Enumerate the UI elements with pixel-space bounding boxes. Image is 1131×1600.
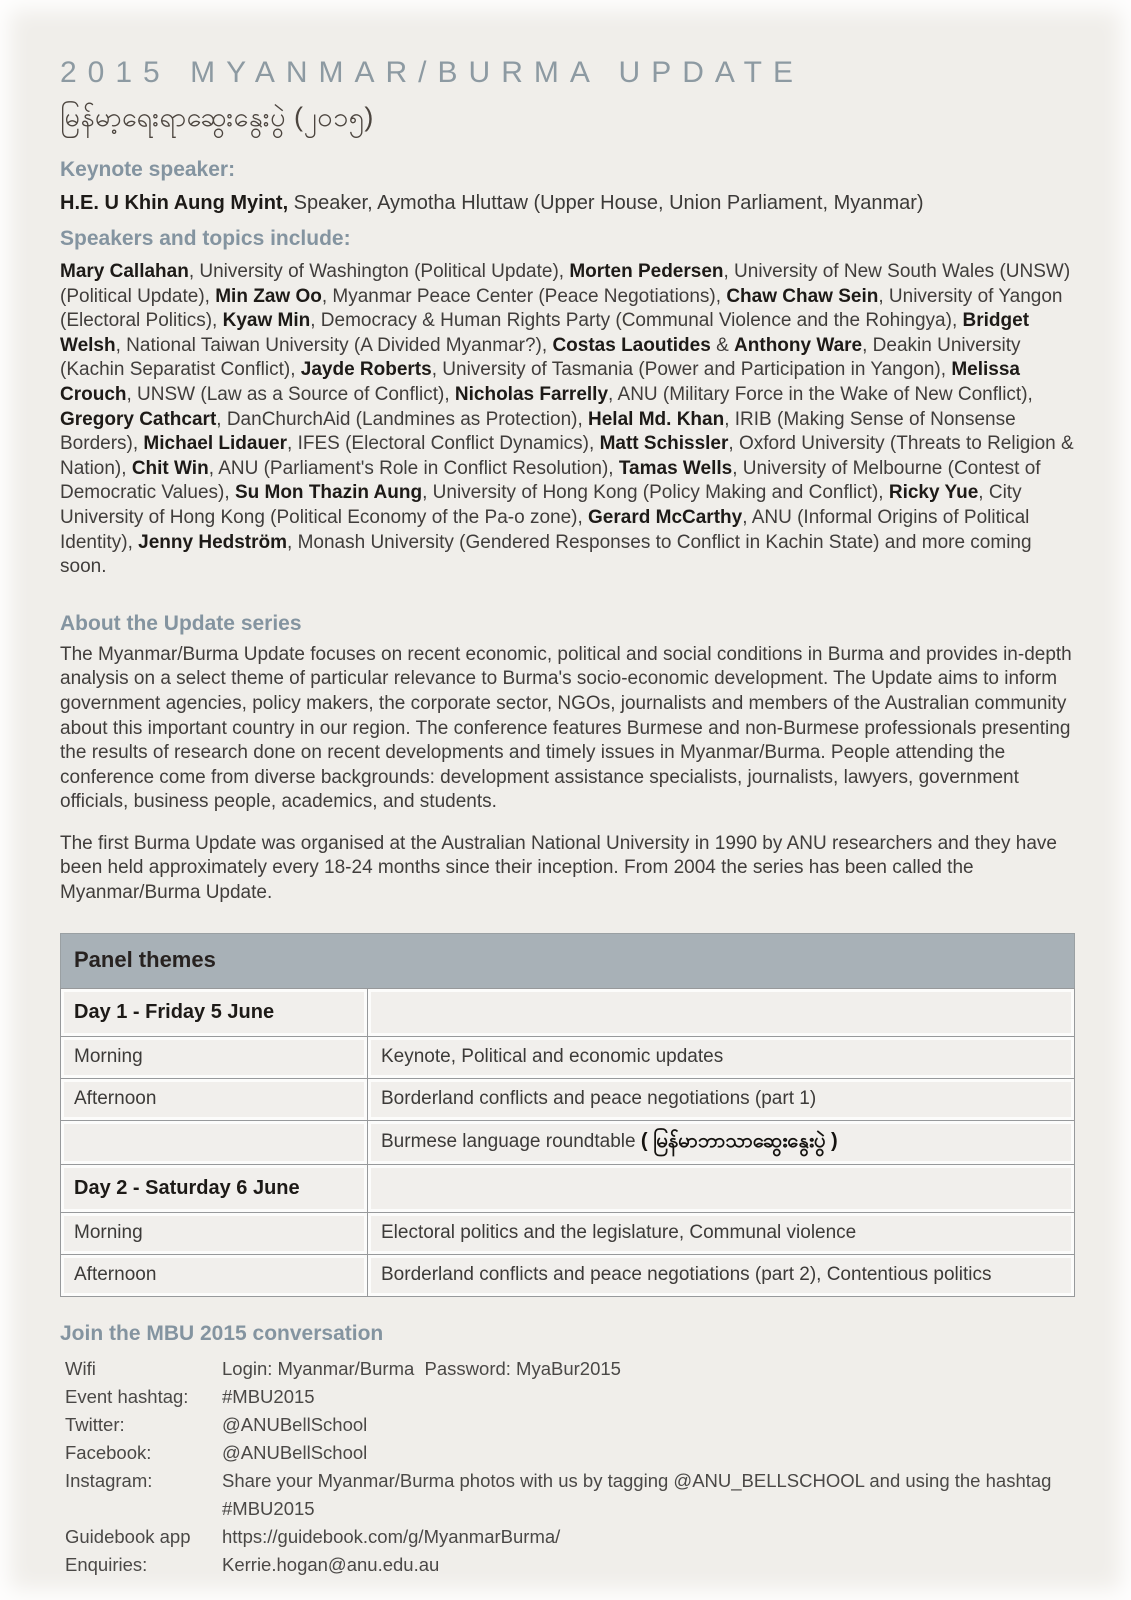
conversation-label: Facebook: <box>65 1441 152 1463</box>
schedule-day-cell <box>61 988 368 1036</box>
conversation-heading: Join the MBU 2015 conversation <box>60 1321 384 1345</box>
conversation-label: Guidebook app <box>65 1525 191 1547</box>
conversation-value: @ANUBellSchool <box>222 1413 368 1435</box>
table-row <box>61 1036 1075 1078</box>
about-heading: About the Update series <box>60 611 302 635</box>
conversation-value: Share your Myanmar/Burma photos with us by tagging @ANU_BELLSCHOOL and using the hashtag #MBU2015 <box>222 1469 1057 1519</box>
panel-themes-table <box>60 988 1075 1297</box>
keynote-heading: Keynote speaker: <box>60 158 236 181</box>
conversation-label: Instagram: <box>65 1469 153 1491</box>
conversation-row-twitter <box>65 1411 1075 1439</box>
keynote-speaker-name: H.E. U Khin Aung Myint, <box>60 192 289 214</box>
conversation-value: https://guidebook.com/g/MyanmarBurma/ <box>222 1525 561 1547</box>
about-paragraph-1: The Myanmar/Burma Update focuses on recent economic, political and social conditions in Burma and provides in-depth analysis on a select theme of particular relevance to Burma's socio-economic development. The Update aims to inform government agencies, policy makers, the corporate sector, NGOs, journalists and members of the Australian community about this important country in our region. The conference features Burmese and non-Burmese professionals presenting the results of research done on recent developments and timely issues in Myanmar/Burma. People attending the conference come from diverse backgrounds: development assistance specialists, journalists, lawyers, government officials, business people, academics, and students. <box>60 643 1072 813</box>
keynote-speaker-description: Speaker, Aymotha Hluttaw (Upper House, Union Parliament, Myanmar) <box>288 192 924 214</box>
roundtable-label: Burmese language roundtable <box>381 1131 641 1153</box>
panel-themes-header: Panel themes <box>60 933 1075 988</box>
about-paragraph-2: The first Burma Update was organised at the Australian National University in 1990 by ANU researchers and they have been held approximately every 18-24 months since their inception. From 2004 the series has been called the Myanmar/Burma Update. <box>60 832 1057 904</box>
conversation-row-instagram <box>65 1467 1075 1523</box>
schedule-time-cell: Afternoon <box>61 1078 368 1120</box>
schedule-topic-cell <box>368 1120 1075 1164</box>
page-title: 2015 MYANMAR/BURMA UPDATE <box>60 56 804 89</box>
schedule-topic-cell: Borderland conflicts and peace negotiations (part 1) <box>368 1078 1075 1120</box>
page-title-burmese: မြန်မာ့ရေးရာဆွေးနွေးပွဲ (၂၀၁၅) <box>60 102 374 132</box>
table-row <box>61 1120 1075 1164</box>
conversation-list <box>65 1355 1075 1579</box>
panel-themes-section <box>60 933 1075 1297</box>
conversation-value: #MBU2015 <box>222 1385 315 1407</box>
conversation-label: Twitter: <box>65 1413 125 1435</box>
day1-label: Day 1 - Friday 5 June <box>74 1000 275 1023</box>
table-row-day2 <box>61 1164 1075 1212</box>
conversation-label: Enquiries: <box>65 1553 148 1575</box>
schedule-time-cell: Morning <box>61 1036 368 1078</box>
schedule-time-cell: Morning <box>61 1212 368 1254</box>
roundtable-burmese-label: ( မြန်မာဘာသာဆွေးနွေးပွဲ ) <box>640 1130 838 1153</box>
schedule-topic-cell <box>368 988 1075 1036</box>
table-row <box>61 1212 1075 1254</box>
conversation-value: Kerrie.hogan@anu.edu.au <box>222 1553 440 1575</box>
schedule-topic-cell: Keynote, Political and economic updates <box>368 1036 1075 1078</box>
table-row-day1 <box>61 988 1075 1036</box>
schedule-topic-cell: Borderland conflicts and peace negotiations (part 2), Contentious politics <box>368 1254 1075 1296</box>
conversation-row-facebook <box>65 1439 1075 1467</box>
speakers-paragraph: Mary Callahan, University of Washington (Political Update), Morten Pedersen, University of New South Wales (UNSW) (Political Update), Min Zaw Oo, Myanmar Peace Center (Peace Negotiations), Chaw Chaw Sein, University of Yangon (Electoral Politics), Kyaw Min, Democracy & Human Rights Party (Communal Violence and the Rohingya), Bridget Welsh, National Taiwan University (A Divided Myanmar?), Costas Laoutides & Anthony Ware, Deakin University (Kachin Separatist Conflict), Jayde Roberts, University of Tasmania (Power and Participation in Yangon), Melissa Crouch, UNSW (Law as a Source of Conflict), Nicholas Farrelly, ANU (Military Force in the Wake of New Conflict), Gregory Cathcart, DanChurchAid (Landmines as Protection), Helal Md. Khan, IRIB (Making Sense of Nonsense Borders), Michael Lidauer, IFES (Electoral Conflict Dynamics), Matt Schissler, Oxford University (Threats to Religion & Nation), Chit Win, ANU (Parliament's Role in Conflict Resolution), Tamas Wells, University of Melbourne (Contest of Democratic Values), Su Mon Thazin Aung, University of Hong Kong (Policy Making and Conflict), Ricky Yue, City University of Hong Kong (Political Economy of the Pa-o zone), Gerard McCarthy, ANU (Informal Origins of Political Identity), Jenny Hedström, Monash University (Gendered Responses to Conflict in Kachin State) and more coming soon. <box>60 261 1074 578</box>
conversation-label: Event hashtag: <box>65 1385 189 1407</box>
table-row <box>61 1254 1075 1296</box>
schedule-topic-cell <box>368 1164 1075 1212</box>
conversation-row-wifi <box>65 1355 1075 1383</box>
schedule-time-cell: Afternoon <box>61 1254 368 1296</box>
conversation-row-guidebook <box>65 1523 1075 1551</box>
table-row <box>61 1078 1075 1120</box>
conversation-value: Login: Myanmar/Burma Password: MyaBur2015 <box>222 1357 621 1379</box>
schedule-topic-cell: Electoral politics and the legislature, Communal violence <box>368 1212 1075 1254</box>
speakers-heading: Speakers and topics include: <box>60 227 351 250</box>
day2-label: Day 2 - Saturday 6 June <box>74 1176 300 1199</box>
conversation-label: Wifi <box>65 1357 96 1379</box>
conversation-row-hashtag <box>65 1383 1075 1411</box>
conversation-value: @ANUBellSchool <box>222 1441 368 1463</box>
schedule-day-cell <box>61 1164 368 1212</box>
keynote-speaker-line <box>60 190 1075 216</box>
schedule-time-cell <box>61 1120 368 1164</box>
conversation-row-enquiries <box>65 1551 1075 1579</box>
